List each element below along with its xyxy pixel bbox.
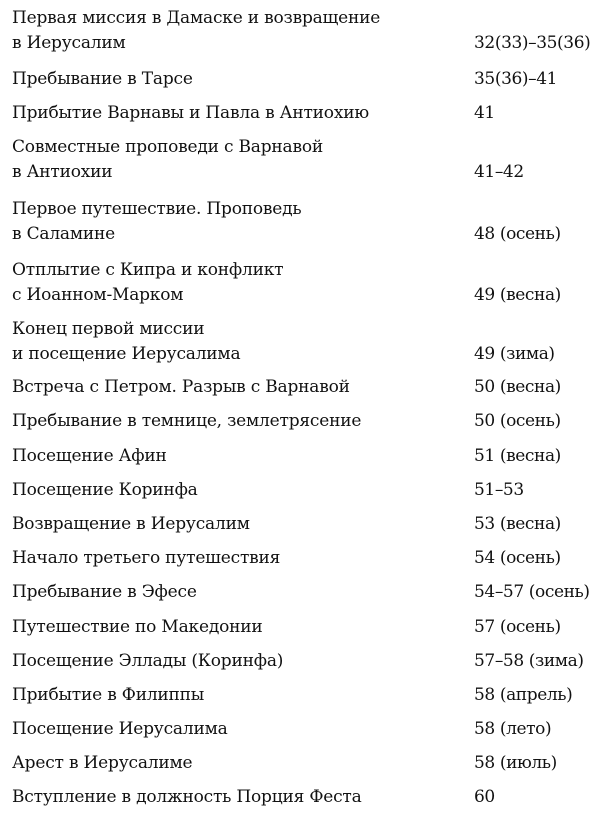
event-text: Арест в Иерусалиме [12,753,193,773]
event-date: 50 (осень) [474,411,561,431]
event-date: 53 (весна) [474,514,561,534]
event-date: 51–53 [474,480,524,500]
event-text: Прибытие Варнавы и Павла в Антиохию [12,103,369,123]
event-text: Первая миссия в Дамаске и возвращение в Иерусалим [12,8,381,53]
event-date: 57–58 (зима) [474,651,584,671]
event-date: 49 (весна) [474,285,561,305]
event-date: 32(33)–35(36) [474,33,591,53]
event-date: 57 (осень) [474,617,561,637]
event-text: Пребывание в Эфесе [12,582,197,602]
event-date: 51 (весна) [474,446,561,466]
event-text: Конец первой миссии и посещение Иерусалима [12,319,241,364]
event-text: Начало третьего путешествия [12,548,281,568]
event-date: 58 (апрель) [474,685,573,705]
event-date: 35(36)–41 [474,69,558,89]
event-text: Посещение Коринфа [12,480,198,500]
event-text: Первое путешествие. Проповедь в Саламине [12,199,302,244]
event-text: Пребывание в темнице, землетрясение [12,411,362,431]
event-text: Пребывание в Тарсе [12,69,193,89]
event-date: 49 (зима) [474,344,555,364]
event-text: Посещение Иерусалима [12,719,228,739]
event-text: Отплытие с Кипра и конфликт с Иоанном-Марком [12,260,284,305]
event-text: Путешествие по Македонии [12,617,263,637]
event-text: Вступление в должность Порция Феста [12,787,362,807]
event-text: Возвращение в Иерусалим [12,514,250,534]
event-text: Посещение Эллады (Коринфа) [12,651,284,671]
event-text: Посещение Афин [12,446,167,466]
event-date: 58 (июль) [474,753,557,773]
event-date: 60 [474,787,495,807]
event-date: 54 (осень) [474,548,561,568]
event-date: 41–42 [474,162,524,182]
event-date: 54–57 (осень) [474,582,590,602]
event-text: Прибытие в Филиппы [12,685,205,705]
event-date: 58 (лето) [474,719,552,739]
event-date: 48 (осень) [474,224,561,244]
event-date: 41 [474,103,495,123]
event-text: Встреча с Петром. Разрыв с Варнавой [12,377,350,397]
event-date: 50 (весна) [474,377,561,397]
event-text: Совместные проповеди с Варнавой в Антиохии [12,137,324,182]
